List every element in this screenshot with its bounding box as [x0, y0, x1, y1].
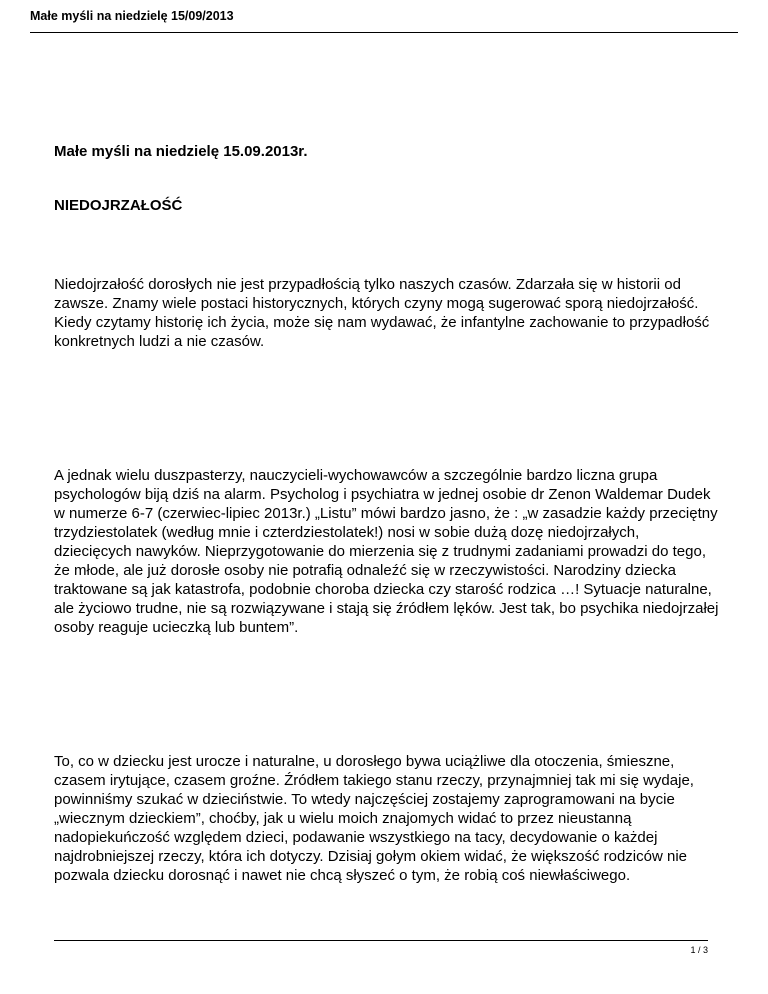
page-number: 1 / 3	[690, 945, 708, 955]
document-title: Małe myśli na niedzielę 15.09.2013r.	[54, 143, 308, 160]
page-header	[30, 8, 738, 33]
header-title: Małe myśli na niedzielę 15/09/2013	[30, 9, 234, 23]
paragraph-3: To, co w dziecku jest urocze i naturalne, u dorosłego bywa uciążliwe dla otoczenia, śmieszne, czasem irytujące, czasem groźne. Źródłem takiego stanu rzeczy, przynajmniej tak mi się wydaje, powinniśmy szukać w dzieciństwie. To wtedy najczęściej zostajemy zaprogramowani na bycie „wiecznym dzieckiem”, choćby, jak u wielu moich znajomych widać to przez nieustanną nadopiekuńczość względem dzieci, podawanie wszystkiego na tacy, decydowanie o każdej najdrobniejszej rzeczy, która ich dotyczy. Dzisiaj gołym okiem widać, że większość rodziców nie pozwala dziecku dorosnąć i nawet nie chcą słyszeć o tym, że robią coś niewłaściwego.	[54, 753, 694, 884]
section-heading: NIEDOJRZAŁOŚĆ	[54, 197, 183, 214]
paragraph-2: A jednak wielu duszpasterzy, nauczycieli-wychowawców a szczególnie bardzo liczna grupa psychologów biją dziś na alarm. Psycholog i psychiatra w jednej osobie dr Zenon Waldemar Dudek w numerze 6-7 (czerwiec-lipiec 2013r.) „Listu” mówi bardzo jasno, że : „w zasadzie każdy przeciętny trzydziestolatek (według mnie i czterdziestolatek!) nosi w sobie dużą dozę niedojrzałych, dziecięcych nawyków. Nieprzygotowanie do mierzenia się z trudnymi zadaniami prowadzi do tego, że młode, ale już dorosłe osoby nie potrafią odnaleźć się w rzeczywistości. Narodziny dziecka traktowane są jak katastrofa, podobnie choroba dziecka czy starość rodzica …! Sytuacje naturalne, ale życiowo trudne, nie są rozwiązywane i stają się źródłem lęków. Jest tak, bo psychika niedojrzałej osoby reaguje ucieczką lub buntem”.	[54, 467, 719, 636]
page-footer	[54, 940, 708, 963]
paragraph-1: Niedojrzałość dorosłych nie jest przypadłością tylko naszych czasów. Zdarzała się w historii od zawsze. Znamy wiele postaci historycznych, których czyny mogą sugerować sporą niedojrzałość. Kiedy czytamy historię ich życia, może się nam wydawać, że infantylne zachowanie to przypadłość konkretnych ludzi a nie czasów.	[54, 276, 710, 350]
